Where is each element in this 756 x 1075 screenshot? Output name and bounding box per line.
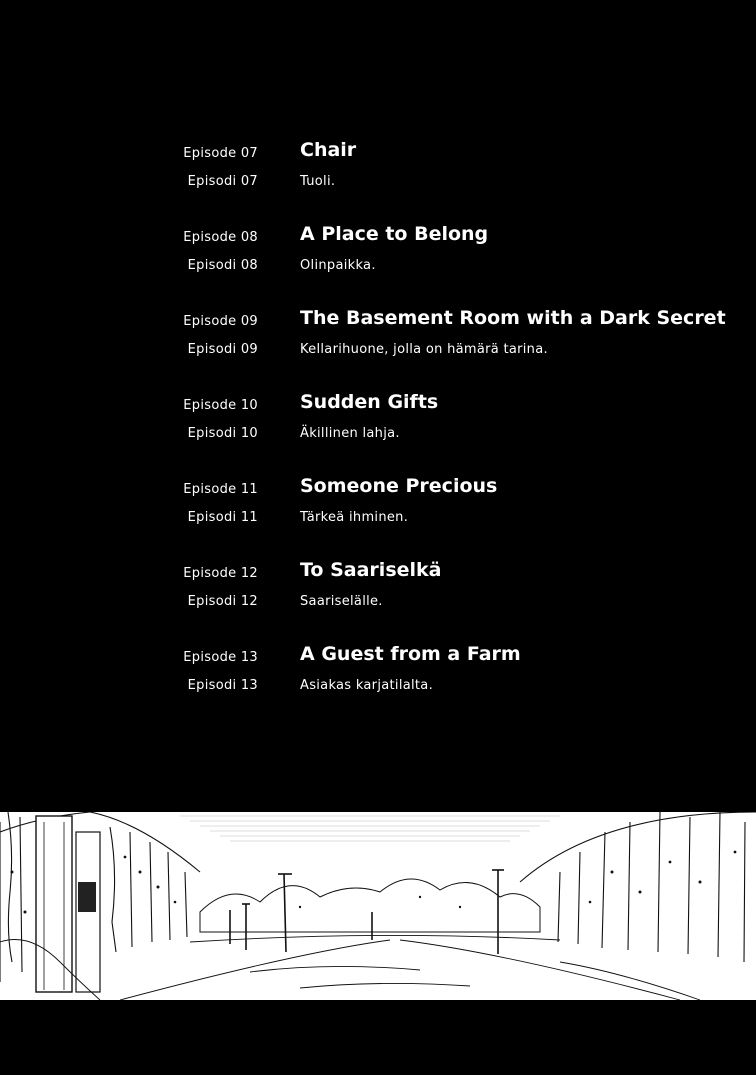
toc-entry-12 [0, 559, 756, 622]
toc-entry-07 [0, 139, 756, 202]
episode-title-en: To Saariselkä [300, 559, 442, 581]
episode-number-fi: Episodi 08 [187, 258, 258, 273]
snowy-road-illustration [0, 812, 756, 1000]
toc-entry-10 [0, 391, 756, 454]
toc-entry-11 [0, 475, 756, 538]
episode-title-en: Sudden Gifts [300, 391, 439, 413]
toc-entry-08 [0, 223, 756, 286]
toc-entry-13 [0, 643, 756, 706]
episode-title-en: Someone Precious [300, 475, 498, 497]
episode-title-fi: Asiakas karjatilalta. [300, 678, 433, 693]
episode-number-en: Episode 10 [183, 398, 258, 413]
episode-number-fi: Episodi 13 [187, 678, 258, 693]
episode-title-fi: Saariselälle. [300, 594, 383, 609]
episode-title-fi: Olinpaikka. [300, 258, 376, 273]
landscape-drawing [0, 812, 756, 1000]
episode-number-en: Episode 08 [183, 230, 258, 245]
toc-entry-09 [0, 307, 756, 370]
episode-number-en: Episode 07 [183, 146, 258, 161]
episode-number-en: Episode 09 [183, 314, 258, 329]
episode-title-fi: Äkillinen lahja. [300, 426, 400, 441]
episode-number-en: Episode 13 [183, 650, 258, 665]
episode-title-fi: Tärkeä ihminen. [300, 510, 409, 525]
episode-number-fi: Episodi 09 [187, 342, 258, 357]
episode-title-en: Chair [300, 139, 357, 161]
episode-number-fi: Episodi 10 [187, 426, 258, 441]
episode-number-fi: Episodi 07 [187, 174, 258, 189]
episode-title-fi: Tuoli. [300, 174, 336, 189]
episode-title-fi: Kellarihuone, jolla on hämärä tarina. [300, 342, 548, 357]
episode-number-fi: Episodi 12 [187, 594, 258, 609]
episode-number-en: Episode 11 [183, 482, 258, 497]
episode-number-fi: Episodi 11 [187, 510, 258, 525]
episode-title-en: A Guest from a Farm [300, 643, 521, 665]
episode-title-en: The Basement Room with a Dark Secret [300, 307, 726, 329]
episode-title-en: A Place to Belong [300, 223, 489, 245]
episode-number-en: Episode 12 [183, 566, 258, 581]
